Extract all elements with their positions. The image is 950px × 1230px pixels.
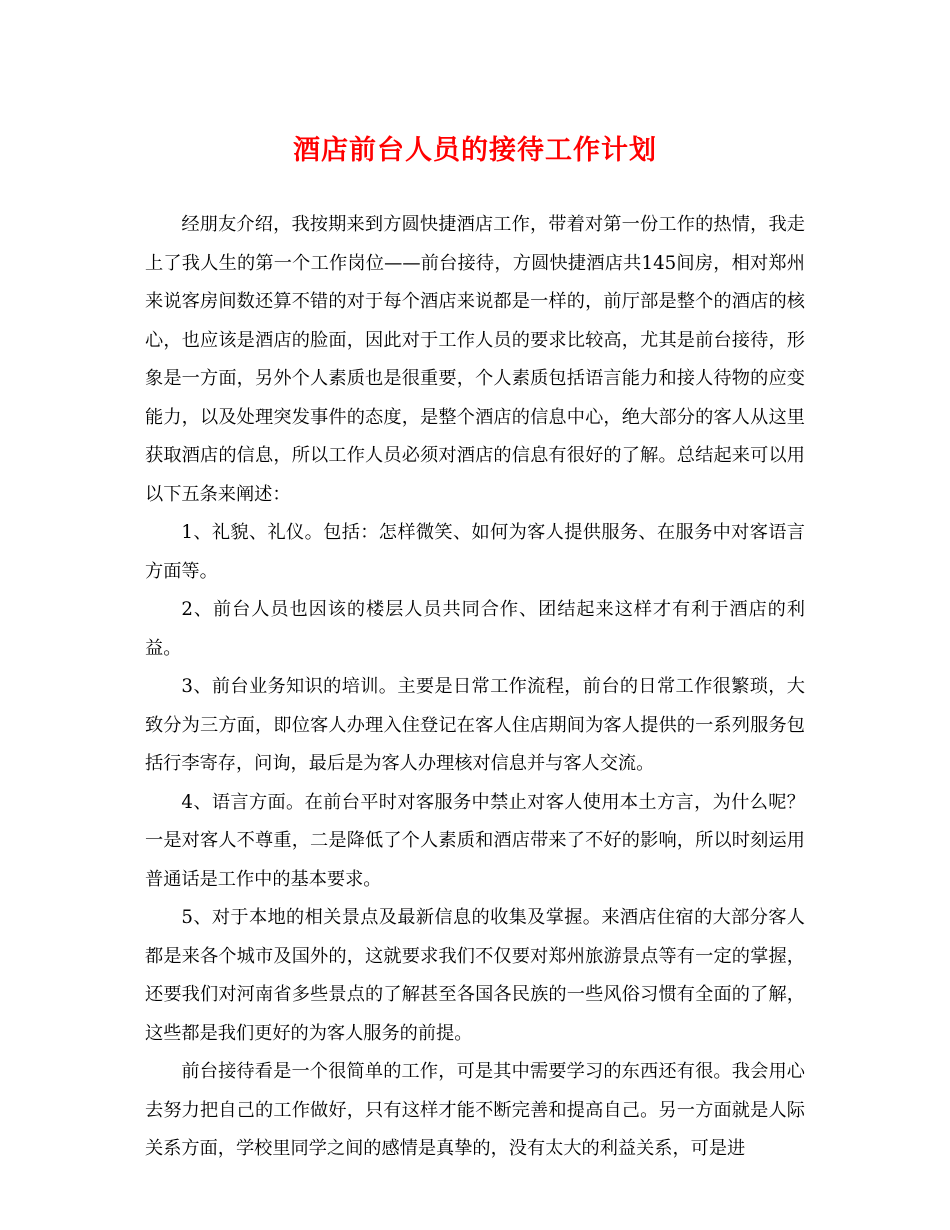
paragraph-item-3: 3、前台业务知识的培训。主要是日常工作流程，前台的日常工作很繁琐，大致分为三方面，即位客人办理入住登记在客人住店期间为客人提供的一系列服务包括行李寄存，问询，最后是为客人办理核对信息并与客人交流。	[145, 676, 805, 774]
document-body	[145, 206, 805, 1169]
paragraph-item-4: 4、语言方面。在前台平时对客服务中禁止对客人使用本土方言，为什么呢？一是对客人不尊重，二是降低了个人素质和酒店带来了不好的影响，所以时刻运用普通话是工作中的基本要求。	[145, 791, 805, 890]
paragraph-item-5: 5、对于本地的相关景点及最新信息的收集及掌握。来酒店住宿的大部分客人都是来各个城市及国外的，这就要求我们不仅要对郑州旅游景点等有一定的掌握，还要我们对河南省多些景点的了解甚至各国各民族的一些风俗习惯有全面的了解，这些都是我们更好的为客人服务的前提。	[145, 907, 805, 1044]
paragraph-item-2: 2、前台人员也因该的楼层人员共同合作、团结起来这样才有利于酒店的利益。	[145, 599, 805, 659]
paragraph-item-1: 1、礼貌、礼仪。包括：怎样微笑、如何为客人提供服务、在服务中对客语言方面等。	[145, 522, 805, 582]
paragraph-conclusion: 前台接待看是一个很简单的工作，可是其中需要学习的东西还有很。我会用心去努力把自己的工作做好，只有这样才能不断完善和提高自己。另一方面就是人际关系方面，学校里同学之间的感情是真挚的，没有太大的利益关系，可是进	[145, 1061, 805, 1159]
paragraph-intro: 经朋友介绍，我按期来到方圆快捷酒店工作，带着对第一份工作的热情，我走上了我人生的第一个工作岗位——前台接待，方圆快捷酒店共145间房，相对郑州来说客房间数还算不错的对于每个酒店来说都是一样的，前厅部是整个的酒店的核心，也应该是酒店的脸面，因此对于工作人员的要求比较高，尤其是前台接待，形象是一方面，另外个人素质也是很重要，个人素质包括语言能力和接人待物的应变能力，以及处理突发事件的态度，是整个酒店的信息中心，绝大部分的客人从这里获取酒店的信息，所以工作人员必须对酒店的信息有很好的了解。总结起来可以用以下五条来阐述：	[145, 214, 805, 505]
document-title: 酒店前台人员的接待工作计划	[293, 135, 657, 166]
